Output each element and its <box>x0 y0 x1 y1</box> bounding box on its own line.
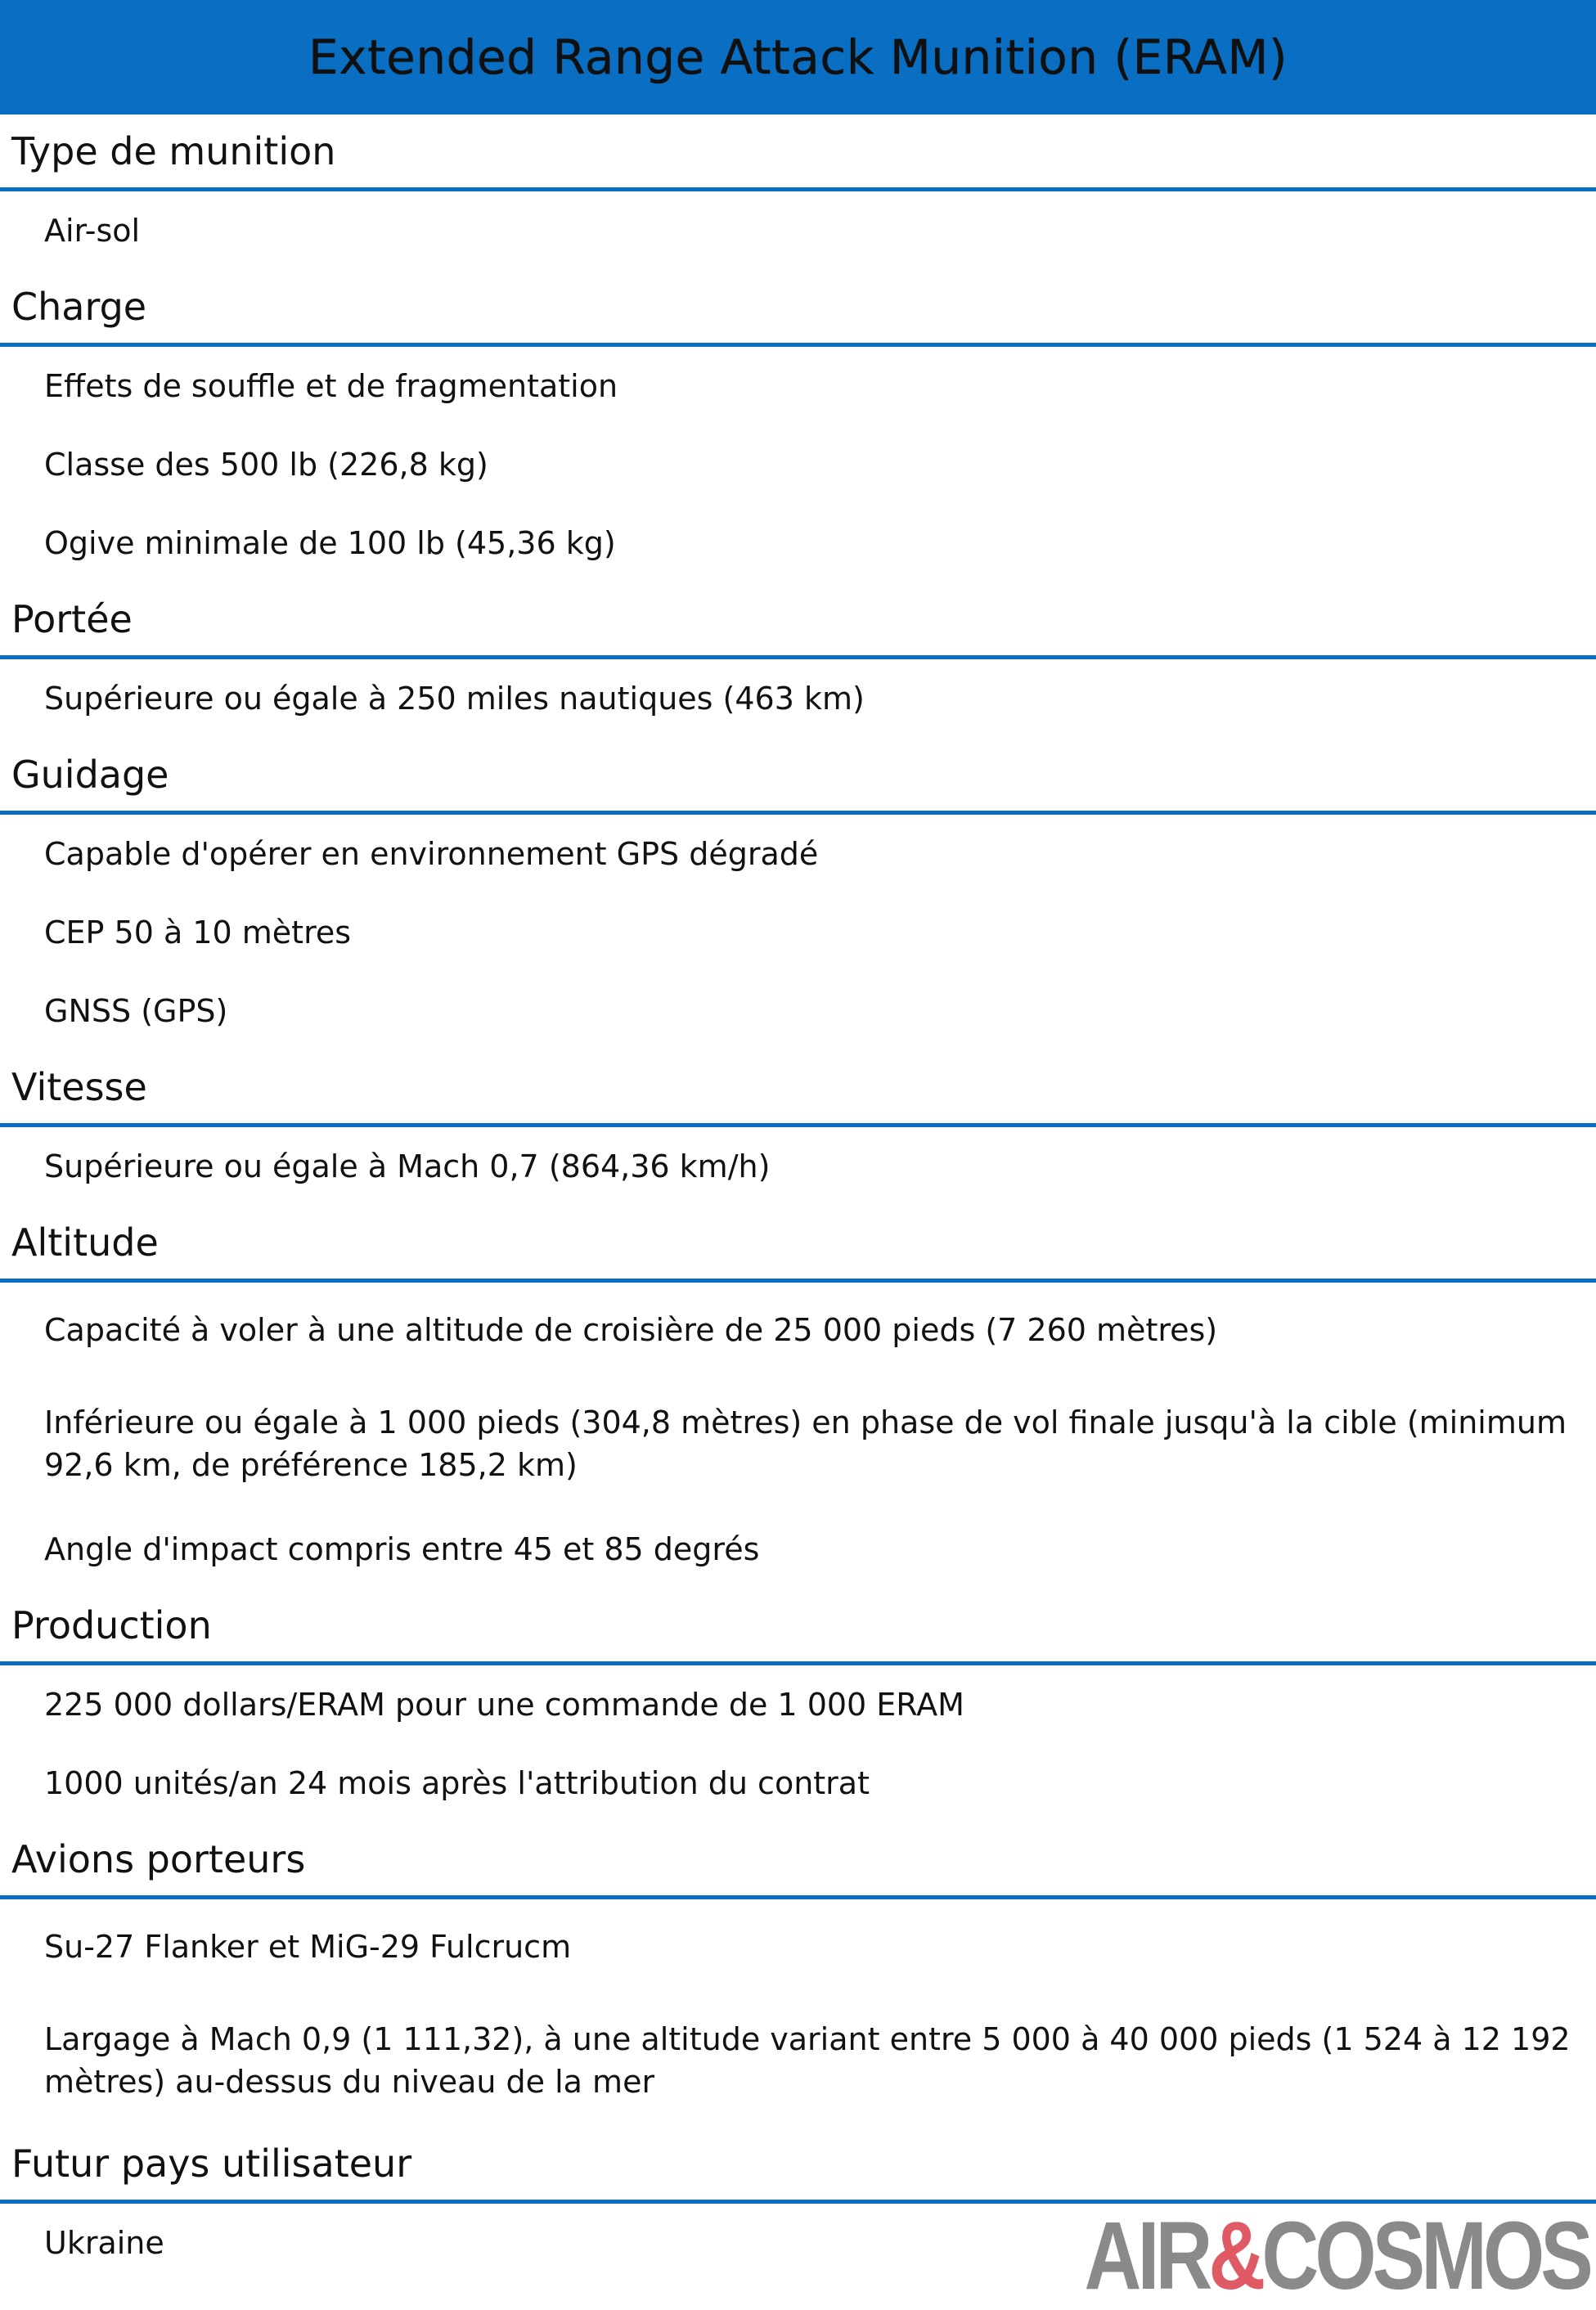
spec-item: Classe des 500 lb (226,8 kg) <box>44 447 488 483</box>
spec-item: Ukraine <box>44 2225 164 2261</box>
title-bar <box>0 0 1596 115</box>
spec-item: CEP 50 à 10 mètres <box>44 915 352 951</box>
spec-item: Effets de souffle et de fragmentation <box>44 368 618 404</box>
spec-item: Supérieure ou égale à Mach 0,7 (864,36 km/h) <box>44 1148 771 1184</box>
section-heading-vitesse: Vitesse <box>0 1050 1596 1127</box>
spec-item: Capacité à voler à une altitude de croisière de 25 000 pieds (7 260 mètres) <box>44 1312 1218 1348</box>
section-heading-type: Type de munition <box>0 115 1596 191</box>
spec-item: 1000 unités/an 24 mois après l'attribution du contrat <box>44 1765 870 1801</box>
spec-item: Su-27 Flanker et MiG-29 Fulcrucm <box>44 1929 572 1965</box>
spec-item: Air-sol <box>44 213 141 249</box>
section-heading-avions: Avions porteurs <box>0 1822 1596 1899</box>
logo-part-air: AIR <box>1084 2202 1209 2310</box>
section-heading-production: Production <box>0 1589 1596 1665</box>
spec-item: GNSS (GPS) <box>44 993 228 1029</box>
section-heading-altitude: Altitude <box>0 1206 1596 1283</box>
logo-ampersand: & <box>1208 2202 1262 2310</box>
spec-item: Largage à Mach 0,9 (1 111,32), à une altitude variant entre 5 000 à 40 000 pieds (1 524 à 12 192 mètres) au-dessus du niveau de la mer <box>44 2021 1571 2100</box>
logo-part-cosmos: COSMOS <box>1261 2202 1589 2310</box>
section-heading-charge: Charge <box>0 270 1596 347</box>
section-heading-futur-pays: Futur pays utilisateur <box>0 2127 1596 2204</box>
section-heading-portee: Portée <box>0 582 1596 659</box>
spec-item: Capable d'opérer en environnement GPS dégradé <box>44 836 819 872</box>
spec-item: Angle d'impact compris entre 45 et 85 degrés <box>44 1531 760 1567</box>
page-title: Extended Range Attack Munition (ERAM) <box>308 29 1288 85</box>
spec-table <box>0 115 1596 2282</box>
spec-item: Ogive minimale de 100 lb (45,36 kg) <box>44 525 616 561</box>
spec-item: Inférieure ou égale à 1 000 pieds (304,8 mètres) en phase de vol finale jusqu'à la cible (minimum 92,6 km, de préférence 185,2 km) <box>44 1404 1567 1483</box>
spec-item: Supérieure ou égale à 250 miles nautiques (463 km) <box>44 681 865 717</box>
air-cosmos-logo <box>1084 2202 1589 2310</box>
spec-item: 225 000 dollars/ERAM pour une commande de 1 000 ERAM <box>44 1687 964 1723</box>
section-heading-guidage: Guidage <box>0 738 1596 815</box>
